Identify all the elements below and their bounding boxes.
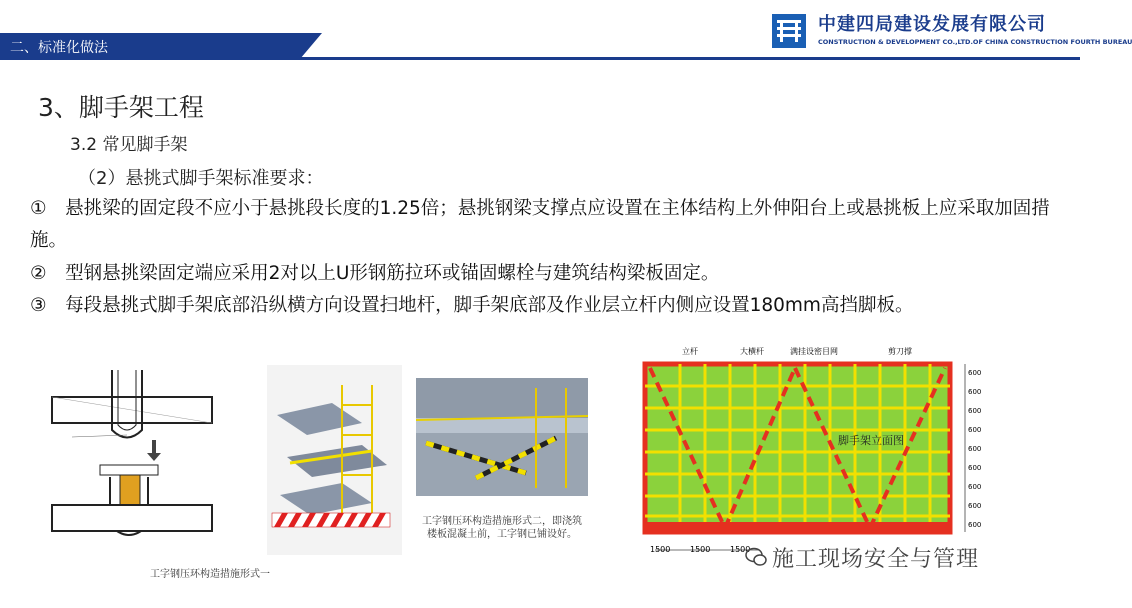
dims-right [968, 364, 982, 535]
wechat-icon [745, 547, 767, 567]
elevation-title: 脚手架立面图 [838, 434, 904, 447]
dim-right-9: 600 [968, 521, 982, 529]
subsection-title: （2）悬挑式脚手架标准要求： [78, 168, 324, 189]
label-scissor-brace: 剪刀撑 [888, 347, 912, 356]
header-line [0, 57, 1080, 60]
page-title: 3、脚手架工程 [38, 93, 204, 122]
figure-2-caption: 工字钢压环构造措施形式二，即浇筑楼板混凝土前，工字钢已铺设好。 [422, 516, 582, 540]
dim-bottom-1: 1500 [650, 545, 671, 554]
requirement-item-3: ③ 每段悬挑式脚手架底部沿纵横方向设置扫地杆，脚手架底部及作业层立杆内侧应设置180mm高挡脚板。 [30, 295, 914, 316]
company-logo [772, 14, 806, 48]
dim-right-6: 600 [968, 464, 982, 472]
label-ledger: 大横杆 [740, 347, 764, 356]
dim-right-2: 600 [968, 388, 982, 396]
label-upright: 立杆 [682, 347, 698, 356]
dim-right-1: 600 [968, 369, 982, 377]
section-subtitle: 3.2 常见脚手架 [70, 135, 188, 155]
figure-1-caption: 工字钢压环构造措施形式一 [150, 569, 270, 580]
figure-cantilever-render [416, 378, 588, 496]
requirement-item-2: ② 型钢悬挑梁固定端应采用2对以上U形钢筋拉环或锚固螺栓与建筑结构梁板固定。 [30, 263, 720, 284]
dim-right-4: 600 [968, 426, 982, 434]
cantilever-render-image [416, 378, 588, 496]
beam-ring-drawing [42, 365, 402, 555]
company-name: 中建四局建设发展有限公司 [818, 14, 1046, 35]
scaffold-elevation-drawing [640, 350, 985, 565]
dim-right-8: 600 [968, 502, 982, 510]
label-safety-net: 满挂设密目网 [790, 347, 838, 356]
requirement-item-1: ① 悬挑梁的固定段不应小于悬挑段长度的1.25倍；悬挑钢梁支撑点应设置在主体结构上外伸阳台上或悬挑板上应采取加固措施。 [30, 198, 1050, 251]
dim-right-7: 600 [968, 483, 982, 491]
figure-scaffold-elevation [640, 347, 985, 565]
watermark: 施工现场安全与管理 [772, 547, 980, 572]
dim-bottom-3: 1500 [730, 545, 751, 554]
dim-bottom-2: 1500 [690, 545, 711, 554]
section-label: 二、标准化做法 [10, 40, 108, 56]
figure-steel-beam-ring [42, 365, 402, 555]
dim-right-5: 600 [968, 445, 982, 453]
dim-right-3: 600 [968, 407, 982, 415]
company-name-en: CONSTRUCTION & DEVELOPMENT CO.,LTD.OF CHINA CONSTRUCTION FOURTH BUREAU [818, 38, 1132, 46]
